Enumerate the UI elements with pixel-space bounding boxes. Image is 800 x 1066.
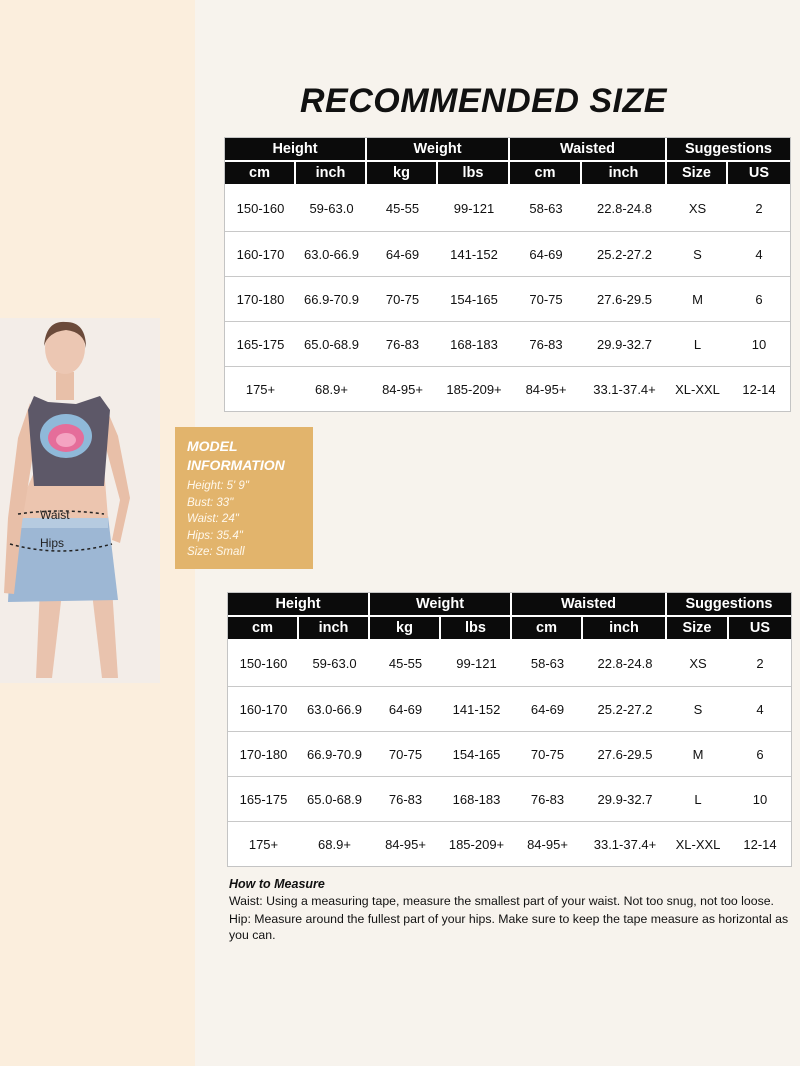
model-height: Height: 5' 9" [187, 480, 249, 492]
table-cell: 76-83 [510, 321, 582, 366]
subheader-inch: inch [582, 162, 667, 186]
table-cell: 99-121 [456, 656, 497, 671]
table-cell: L [667, 321, 728, 366]
table-cell: 154-165 [438, 276, 510, 321]
table-cell: 64-69 [370, 686, 441, 731]
page-title: RECOMMENDED SIZE [300, 82, 667, 120]
table-cell: 25.2-27.2 [583, 686, 667, 731]
subheader-cm: cm [512, 617, 583, 641]
table-cell: 168-183 [441, 776, 512, 821]
subheader-cm: cm [228, 617, 299, 641]
subheader-cm: cm [225, 162, 296, 186]
table-cell: XL-XXL [667, 821, 729, 866]
header-suggestions: Suggestions [667, 593, 791, 617]
table-cell: 70-75 [367, 276, 438, 321]
table-row [228, 731, 791, 776]
table-cell: 64-69 [367, 231, 438, 276]
table-cell: 170-180 [225, 276, 296, 321]
table-cell: 58-63 [530, 656, 565, 671]
subheader-inch: inch [299, 617, 370, 641]
table-cell: M [667, 731, 729, 776]
subheader-lbs: lbs [438, 162, 510, 186]
size-table-top [225, 138, 790, 411]
table-cell: 70-75 [510, 276, 582, 321]
table-cell: 165-175 [228, 776, 299, 821]
table-cell: 141-152 [438, 231, 510, 276]
table-cell: 165-175 [225, 321, 296, 366]
how-to-measure-title: How to Measure [229, 877, 325, 891]
table-cell: 2 [755, 201, 763, 216]
table-row [228, 641, 791, 686]
table-cell: 6 [729, 731, 791, 776]
table-cell: 68.9+ [299, 821, 370, 866]
table-cell: 84-95+ [512, 821, 583, 866]
subheader-us: US [728, 162, 790, 186]
table-cell: 99-121 [453, 201, 495, 216]
table-cell: 10 [729, 776, 791, 821]
subheader-inch: inch [583, 617, 667, 641]
header-waisted: Waisted [512, 593, 667, 617]
table-cell: M [667, 276, 728, 321]
model-information-title: MODEL INFORMATION [187, 438, 285, 473]
table-cell: 76-83 [512, 776, 583, 821]
table-cell: 150-160 [236, 201, 285, 216]
table-cell: 63.0-66.9 [299, 686, 370, 731]
size-table-body [225, 186, 790, 411]
table-cell: 12-14 [728, 366, 790, 411]
size-table-bottom [228, 593, 791, 866]
subheader-kg: kg [367, 162, 438, 186]
model-waist: Waist: 24" [187, 513, 239, 525]
header-weight: Weight [370, 593, 512, 617]
table-cell: 22.8-24.8 [597, 656, 653, 671]
size-table-body [228, 641, 791, 866]
model-size: Size: Small [187, 546, 245, 558]
subheader-lbs: lbs [441, 617, 512, 641]
table-cell: 185-209+ [441, 821, 512, 866]
table-row [228, 776, 791, 821]
model-information-box [175, 427, 313, 569]
table-row [225, 231, 790, 276]
table-cell: 12-14 [729, 821, 791, 866]
table-cell: 33.1-37.4+ [583, 821, 667, 866]
header-height: Height [225, 138, 367, 162]
hip-instruction: Hip: Measure around the fullest part of your hips. Make sure to keep the tape measure as horizontal as you can. [229, 912, 789, 942]
table-cell: 29.9-32.7 [583, 776, 667, 821]
table-cell: 66.9-70.9 [296, 276, 367, 321]
table-row [225, 366, 790, 411]
table-cell: 59-63.0 [309, 201, 354, 216]
table-cell: 170-180 [228, 731, 299, 776]
table-cell: 185-209+ [438, 366, 510, 411]
table-cell: 63.0-66.9 [296, 231, 367, 276]
table-cell: 45-55 [388, 656, 423, 671]
table-cell: 65.0-68.9 [299, 776, 370, 821]
subheader-us: US [729, 617, 791, 641]
header-waisted: Waisted [510, 138, 667, 162]
table-cell: XS [689, 656, 707, 671]
table-cell: S [667, 686, 729, 731]
table-cell: S [667, 231, 728, 276]
table-cell: XS [688, 201, 707, 216]
table-cell: 150-160 [239, 656, 288, 671]
table-cell: 2 [756, 656, 764, 671]
model-illustration [0, 318, 160, 683]
model-bust: Bust: 33" [187, 496, 234, 509]
table-cell: 168-183 [438, 321, 510, 366]
table-cell: 6 [728, 276, 790, 321]
table-cell: L [667, 776, 729, 821]
table-cell: 70-75 [512, 731, 583, 776]
table-cell: 84-95+ [370, 821, 441, 866]
header-height: Height [228, 593, 370, 617]
model-hips: Hips: 35.4" [187, 529, 243, 542]
table-cell: 64-69 [512, 686, 583, 731]
table-cell: 70-75 [370, 731, 441, 776]
table-cell: 160-170 [225, 231, 296, 276]
hips-label: Hips [40, 536, 65, 550]
table-row [225, 321, 790, 366]
table-cell: 4 [728, 231, 790, 276]
model-figure [0, 318, 160, 683]
subheader-inch: inch [296, 162, 367, 186]
table-cell: 68.9+ [296, 366, 367, 411]
table-cell: 25.2-27.2 [582, 231, 667, 276]
table-cell: 84-95+ [510, 366, 582, 411]
subheader-size: Size [667, 162, 728, 186]
header-suggestions: Suggestions [667, 138, 790, 162]
table-cell: XL-XXL [667, 366, 728, 411]
table-row [225, 276, 790, 321]
subheader-size: Size [667, 617, 729, 641]
subheader-kg: kg [370, 617, 441, 641]
table-cell: 76-83 [370, 776, 441, 821]
table-cell: 29.9-32.7 [582, 321, 667, 366]
table-cell: 59-63.0 [312, 656, 357, 671]
table-cell: 10 [728, 321, 790, 366]
waist-instruction: Waist: Using a measuring tape, measure the smallest part of your waist. Not too snug, not too loose. [229, 893, 774, 908]
table-cell: 22.8-24.8 [597, 201, 652, 216]
table-cell: 76-83 [367, 321, 438, 366]
table-cell: 27.6-29.5 [583, 731, 667, 776]
table-cell: 175+ [225, 366, 296, 411]
table-cell: 64-69 [510, 231, 582, 276]
waist-label: Waist [40, 508, 70, 522]
table-cell: 33.1-37.4+ [582, 366, 667, 411]
table-row [228, 686, 791, 731]
table-cell: 154-165 [441, 731, 512, 776]
table-cell: 4 [729, 686, 791, 731]
table-cell: 45-55 [385, 201, 420, 216]
table-cell: 65.0-68.9 [296, 321, 367, 366]
table-cell: 175+ [228, 821, 299, 866]
table-cell: 160-170 [228, 686, 299, 731]
table-cell: 84-95+ [367, 366, 438, 411]
header-weight: Weight [367, 138, 510, 162]
table-cell: 58-63 [529, 201, 563, 216]
subheader-cm: cm [510, 162, 582, 186]
table-row [228, 821, 791, 866]
table-cell: 27.6-29.5 [582, 276, 667, 321]
table-cell: 66.9-70.9 [299, 731, 370, 776]
table-row [225, 186, 790, 231]
how-to-measure [229, 877, 795, 946]
table-cell: 141-152 [441, 686, 512, 731]
